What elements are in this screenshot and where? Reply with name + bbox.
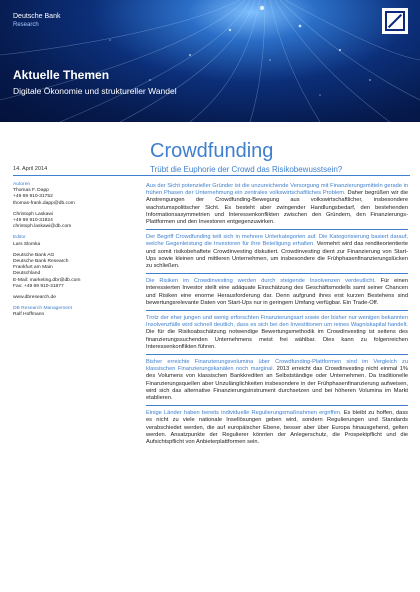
paragraph <box>146 359 408 402</box>
paragraph-body: Vermehrt wird das renditeorientierte und somit risikobehaftete Crowdinvesting diskutiert. Crowdinvesting dient zur Finanzierung von Start-Ups sowie kleinen und mittleren Unternehmen, um insbesondere die Frühphasenfinanzierungslücken zu schließen. <box>146 241 408 270</box>
paragraph-body: Die für die Risikoabschätzung notwendige Bewertungsmethodik im Crowdinvesting ist seitens des finanzierungssuchenden Unternehmens meist frei wählbar. Dies kann zu folgenreichen Interessenkonflikten führen. <box>146 329 408 350</box>
paragraph-lead: Aus der Sicht potenzieller Gründer ist die unzureichende Versorgung mit Finanzierungsmitteln gerade in frühen Phasen der Unternehmung ein zentrales volkswirtschaftliches Problem. <box>146 183 408 197</box>
author-email[interactable]: thomas-frank.dapp@db.com <box>13 200 75 206</box>
address-line: Deutschland <box>13 271 41 277</box>
paragraph <box>146 315 408 351</box>
cover-header <box>0 0 420 122</box>
address-line: Frankfurt am Main <box>13 265 53 271</box>
paragraph <box>146 234 408 270</box>
header-divider <box>13 175 410 176</box>
paragraph-divider <box>146 405 408 406</box>
paragraph-body: 2013 erreicht das Crowdinvesting nicht einmal 1% des Volumens von klassischen Bankkrediten an Selbstständige oder Unternehmen. Da traditionelle Finanzierungsquellen aber Unzulänglichkeiten insbesondere in der Frühphasenfinanzierung aufweisen, wird sich das alternative Finanzierungsinstrument durchsetzen und bei höheren Volumina im Markt etablieren. <box>146 366 408 402</box>
paragraph <box>146 410 408 446</box>
paragraph-lead: Die Risiken im Crowdinvesting werden durch steigende Insolvenzen verdeutlicht. <box>146 278 376 285</box>
paragraph <box>146 183 408 226</box>
authors-label: Autoren <box>13 182 31 187</box>
article-title: Crowdfunding <box>150 140 274 162</box>
editor-label: Editor <box>13 235 26 241</box>
address-line: Deutsche Bank AG <box>13 252 55 258</box>
address-line: Deutsche Bank Research <box>13 259 69 265</box>
deutsche-bank-logo-icon <box>382 8 408 34</box>
brand-subtext: Research <box>13 22 39 28</box>
publication-date: 14. April 2014 <box>13 166 48 172</box>
author-name: Christoph Laskawi <box>13 211 53 217</box>
author-sidebar <box>13 182 138 319</box>
paragraph-divider <box>146 229 408 230</box>
author-phone: +49 69 910-31752 <box>13 194 53 200</box>
management-label: DB Research Management <box>13 306 72 312</box>
fiber-optic-background <box>0 0 420 122</box>
contact-email[interactable]: E-Mail: marketing.dbr@db.com <box>13 277 81 283</box>
paragraph-body: Daher begrüßen wir die Anstrengungen der Crowdfunding-Bewegung aus volkswirtschaftlicher, insbesondere wachstumspolitischer Sicht. Es besteht aber zwingender Handlungsbedarf, den bestehenden Informationsasymmetrien und Interessenkonflikten zwischen den Gründern, den Finanzierungs-Plattformen und den Investoren entgegenzuwirken. <box>146 190 408 226</box>
paragraph-lead: Der Begriff Crowdfunding teilt sich in mehrere Unterkategorien auf. Die Kategorisierung basiert darauf, welche Gegenleistung die Investoren für ihre Beteiligung erhalten. <box>146 234 408 248</box>
paragraph-lead: Trotz der eher jungen und wenig erforschten Finanzierungsart sowie der bisher nur wenigen bekannten Insolvenzfälle wird schnell deutlich, dass es sich bei den Investitionen um reines Wagniskapital handelt. <box>146 315 408 329</box>
paragraph-lead: Bisher erreichte Finanzierungsvolumina über Crowdfunding-Plattformen sind im Vergleich zu klassischen Finanzierungskanälen noch marginal. <box>146 359 408 373</box>
paragraph <box>146 278 408 307</box>
article-subtitle: Trübt die Euphorie der Crowd das Risikobewusstsein? <box>150 165 343 174</box>
paragraph-divider <box>146 310 408 311</box>
management-name: Ralf Hoffmann <box>13 312 45 318</box>
author-email[interactable]: christoph.laskawi@db.com <box>13 224 72 230</box>
paragraph-body: Es bleibt zu hoffen, dass es nicht zu viele nationale Insellösungen geben wird, sondern Regulierungen und Standards verabschiedet werden, die auf europäischer Ebene, besser aber über Europa hinausgehend, gelten werden. Ansatzpunkte der Regulierer könnten der Anlegerschutz, die Prospektpflicht und die Aufsichtspflicht von Anbieterplattformen sein. <box>146 410 409 446</box>
series-title: Aktuelle Themen <box>13 68 110 82</box>
paragraph-lead: Einige Länder haben bereits individuelle Regulierungsmaßnahmen ergriffen. <box>146 410 342 417</box>
article-body <box>146 183 408 449</box>
brand-name <box>13 12 60 30</box>
website-link[interactable]: www.dbresearch.de <box>13 295 56 301</box>
paragraph-body: Für einen interessierten Investor stellt eine adäquate Einschätzung des Geschäftsmodells samt seiner Chancen und Risiken eine enorme Herausforderung dar. Denn aufgrund ihres erst kurzen Bestehens sind bewertungsrelevante Daten von Start-Ups nur in geringem Umfang verfügbar. Ein Trade-Off. <box>146 278 408 306</box>
editor-name: Lars Slomka <box>13 241 41 247</box>
author-name: Thomas F. Dapp <box>13 188 49 194</box>
paragraph-divider <box>146 273 408 274</box>
brand-text: Deutsche Bank <box>13 13 61 20</box>
paragraph-divider <box>146 354 408 355</box>
series-subtitle: Digitale Ökonomie und struktureller Wandel <box>13 86 177 96</box>
contact-fax: Fax: +49 69 910-31877 <box>13 283 64 289</box>
author-phone: +49 69 910-31924 <box>13 218 53 224</box>
